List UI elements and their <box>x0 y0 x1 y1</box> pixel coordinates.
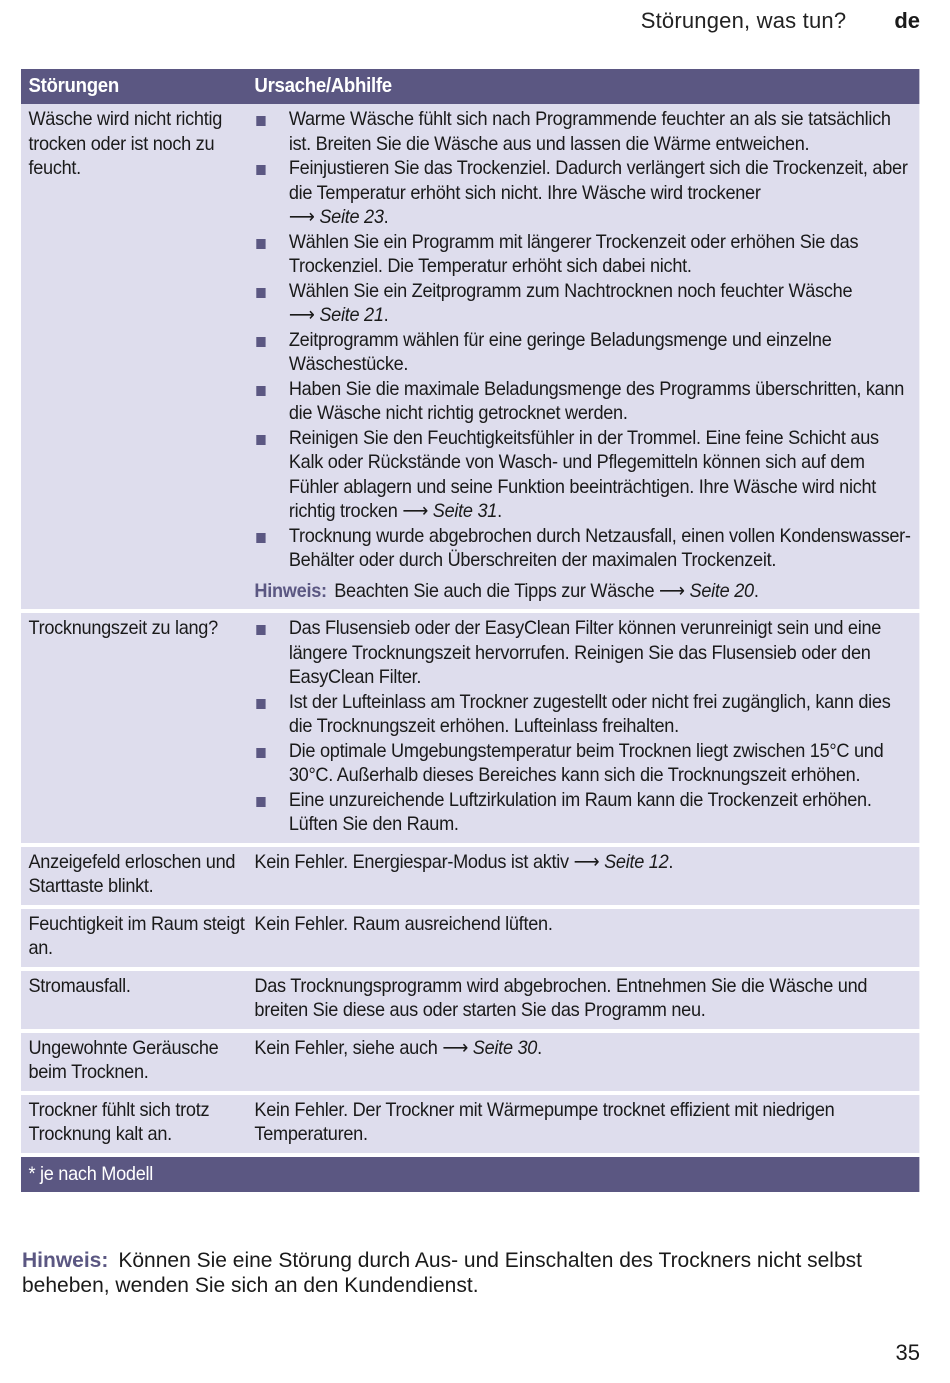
page-reference-link[interactable]: Seite 20 <box>689 579 754 602</box>
remedy-cell: Kein Fehler. Energiespar-Modus ist aktiv ⟶ Seite 12. <box>254 850 674 873</box>
table-row <box>21 1033 919 1091</box>
page-header <box>0 8 920 34</box>
table-row <box>21 971 919 1029</box>
list-item: Haben Sie die maximale Beladungsmenge des Programms überschritten, kann die Wäsche nicht richtig getrocknet werden. <box>254 377 912 426</box>
fault-cell: Trockner fühlt sich trotz Trocknung kalt an. <box>28 1098 210 1145</box>
remedy-cell <box>254 616 919 837</box>
arrow-icon: ⟶ <box>659 579 685 602</box>
table-row <box>21 909 919 967</box>
list-item: Ist der Lufteinlass am Trockner zugestellt oder nicht frei zugänglich, kann dies die Trocknungszeit erhöhen. Lufteinlass freihalten. <box>254 690 912 739</box>
table-footer: * je nach Modell <box>21 1157 919 1192</box>
page-reference-link[interactable]: Seite 12 <box>604 850 669 873</box>
bottom-hint <box>22 1248 922 1298</box>
arrow-icon: ⟶ <box>288 206 315 228</box>
list-item: Das Flusensieb oder der EasyClean Filter können verunreinigt sein und eine längere Trocknungszeit hervorrufen. Reinigen Sie das Flusensieb oder den EasyClean Filter. <box>254 616 912 690</box>
hint-label: Hinweis: <box>22 1249 109 1272</box>
remedy-cell: Kein Fehler. Raum ausreichend lüften. <box>254 912 553 935</box>
page-reference-link[interactable]: Seite 23 <box>319 206 384 228</box>
list-item: Wählen Sie ein Programm mit längerer Trockenzeit oder erhöhen Sie das Trockenziel. Die Temperatur erhöht sich dabei nicht. <box>254 230 912 279</box>
fault-cell: Stromausfall. <box>28 974 131 997</box>
fault-cell: Trocknungszeit zu lang? <box>28 617 218 639</box>
list-item: Zeitprogramm wählen für eine geringe Beladungsmenge und einzelne Wäschestücke. <box>254 328 912 377</box>
list-item: Warme Wäsche fühlt sich nach Programmende feuchter an als sie tatsächlich ist. Breiten Sie die Wäsche aus und lassen die Wärme entweichen. <box>254 107 912 156</box>
table-row <box>21 104 919 609</box>
section-title: Störungen, was tun? <box>640 8 847 33</box>
list-item: Reinigen Sie den Feuchtigkeitsfühler in der Trommel. Eine feine Schicht aus Kalk oder Rückstände von Wasch- und Pflegemitteln können sich auf dem Fühler ablagern und seine Funktion beeinträchtigen. Ihre Wäsche wird nicht richtig trocken ⟶ Seite 31. <box>254 426 912 524</box>
table-row <box>21 1095 919 1153</box>
list-item: Die optimale Umgebungstemperatur beim Trocknen liegt zwischen 15°C und 30°C. Außerhalb dieses Bereiches kann sich die Trocknungszeit erhöhen. <box>254 739 912 788</box>
page-number: 35 <box>895 1340 920 1365</box>
remedy-cell: Kein Fehler. Der Trockner mit Wärmepumpe trocknet effizient mit niedrigen Temperaturen. <box>254 1098 835 1145</box>
arrow-icon: ⟶ <box>402 500 429 522</box>
page-reference-link[interactable]: Seite 31 <box>432 500 498 522</box>
remedy-list <box>254 107 912 573</box>
remedy-cell <box>254 107 919 603</box>
column-header-faults: Störungen <box>28 75 119 98</box>
troubleshooting-table <box>21 69 919 1192</box>
remedy-cell: Kein Fehler, siehe auch ⟶ Seite 30. <box>254 1036 542 1059</box>
remedy-cell: Das Trocknungsprogramm wird abgebrochen. Entnehmen Sie die Wäsche und breiten Sie diese aus oder starten Sie das Programm neu. <box>254 974 868 1021</box>
table-row <box>21 613 919 843</box>
arrow-icon: ⟶ <box>442 1036 469 1059</box>
table-row <box>21 847 919 905</box>
fault-cell: Ungewohnte Geräusche beim Trocknen. <box>28 1036 219 1083</box>
fault-cell: Feuchtigkeit im Raum steigt an. <box>28 912 245 959</box>
table-header <box>21 69 919 104</box>
language-code: de <box>894 8 920 33</box>
hint-label: Hinweis: <box>254 579 327 602</box>
list-item: Trocknung wurde abgebrochen durch Netzausfall, einen vollen Kondenswasser-Behälter oder durch Überschreiten der maximalen Trockenzeit. <box>254 524 912 573</box>
arrow-icon: ⟶ <box>288 304 315 326</box>
page-reference-link[interactable]: Seite 21 <box>319 304 384 326</box>
hint-line: Hinweis: Beachten Sie auch die Tipps zur Wäsche ⟶ Seite 20. <box>254 579 759 602</box>
list-item: Eine unzureichende Luftzirkulation im Raum kann die Trockenzeit erhöhen. Lüften Sie den Raum. <box>254 788 912 837</box>
list-item: Feinjustieren Sie das Trockenziel. Dadurch verlängert sich die Trockenzeit, aber die Temperatur erhöht sich nicht. Ihre Wäsche wird trockener ⟶ Seite 23. <box>254 156 912 230</box>
arrow-icon: ⟶ <box>573 850 600 873</box>
list-item: Wählen Sie ein Zeitprogramm zum Nachtrocknen noch feuchter Wäsche ⟶ Seite 21. <box>254 279 912 328</box>
page-reference-link[interactable]: Seite 30 <box>472 1036 538 1059</box>
fault-cell: Wäsche wird nicht richtig trocken oder ist noch zu feucht. <box>28 108 223 179</box>
hint-text: Können Sie eine Störung durch Aus- und Einschalten des Trockners nicht selbst beheben, wenden Sie sich an den Kundendienst. <box>22 1249 862 1297</box>
column-header-remedy: Ursache/Abhilfe <box>254 75 392 98</box>
remedy-list <box>254 616 912 837</box>
fault-cell: Anzeigefeld erloschen und Starttaste blinkt. <box>28 850 236 897</box>
